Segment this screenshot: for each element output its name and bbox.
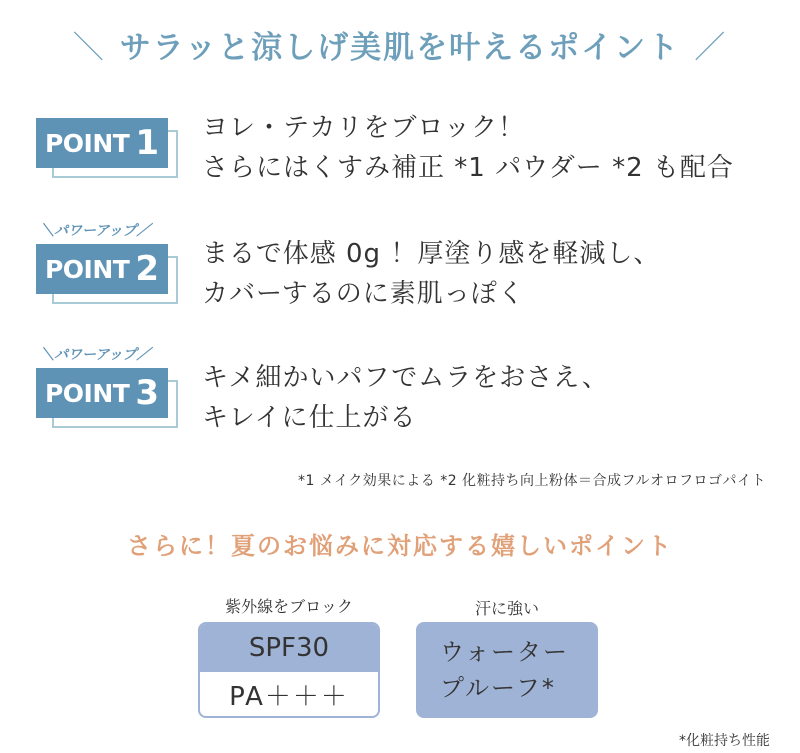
point-3-line2: キレイに仕上がる (202, 403, 417, 433)
point-2-text (202, 234, 800, 314)
power-up-tag: ＼パワーアップ／ (40, 223, 151, 239)
badge-word: POINT (44, 378, 130, 408)
badge-word: POINT (44, 254, 130, 284)
badge-number: 1 (135, 123, 160, 163)
point-badge (36, 368, 186, 432)
point-3-text (202, 358, 800, 438)
bottom-note: *化粧持ち性能 (679, 733, 770, 749)
badge-number: 2 (135, 249, 160, 289)
title-text: サラッと涼しげ美肌を叶えるポイント (119, 30, 681, 66)
power-up-tag: ＼パワーアップ／ (40, 347, 151, 363)
point-badge (36, 244, 186, 308)
footnote: *1 メイク効果による *2 化粧持ち向上粉体＝合成フルオロフロゴパイト (297, 473, 766, 489)
spf-value: SPF30 (200, 624, 378, 672)
waterproof-line2: プルーフ* (440, 674, 556, 702)
point-2-line1: まるで体感 0g ！厚塗り感を軽減し、 (202, 239, 661, 269)
title-left-mark: ＼ (72, 30, 106, 66)
point-3-line1: キメ細かいパフでムラをおさえ、 (202, 363, 609, 393)
badge-word: POINT (44, 128, 130, 158)
waterproof-line1: ウォーター (440, 638, 570, 666)
badge-number: 3 (135, 373, 160, 413)
waterproof-box (416, 622, 598, 718)
point-1-text (202, 108, 800, 188)
water-label: 汗に強い (474, 599, 539, 618)
point-2-line2: カバーするのに素肌っぽく (202, 279, 525, 309)
pa-value: PA＋＋＋ (229, 681, 349, 712)
point-badge (36, 118, 186, 182)
title-right-mark: ／ (694, 30, 728, 66)
point-3-badge (36, 368, 168, 418)
page-title (0, 22, 800, 67)
point-2-badge (36, 244, 168, 294)
sub-title: さらに！夏のお悩みに対応する嬉しいポイント (127, 532, 673, 560)
spf-box (198, 622, 380, 718)
point-1-badge (36, 118, 168, 168)
point-1-line1: ヨレ・テカリをブロック！ (202, 113, 525, 143)
point-1-line2: さらにはくすみ補正 *1 パウダー *2 も配合 (202, 153, 734, 183)
uv-label: 紫外線をブロック (225, 597, 353, 616)
